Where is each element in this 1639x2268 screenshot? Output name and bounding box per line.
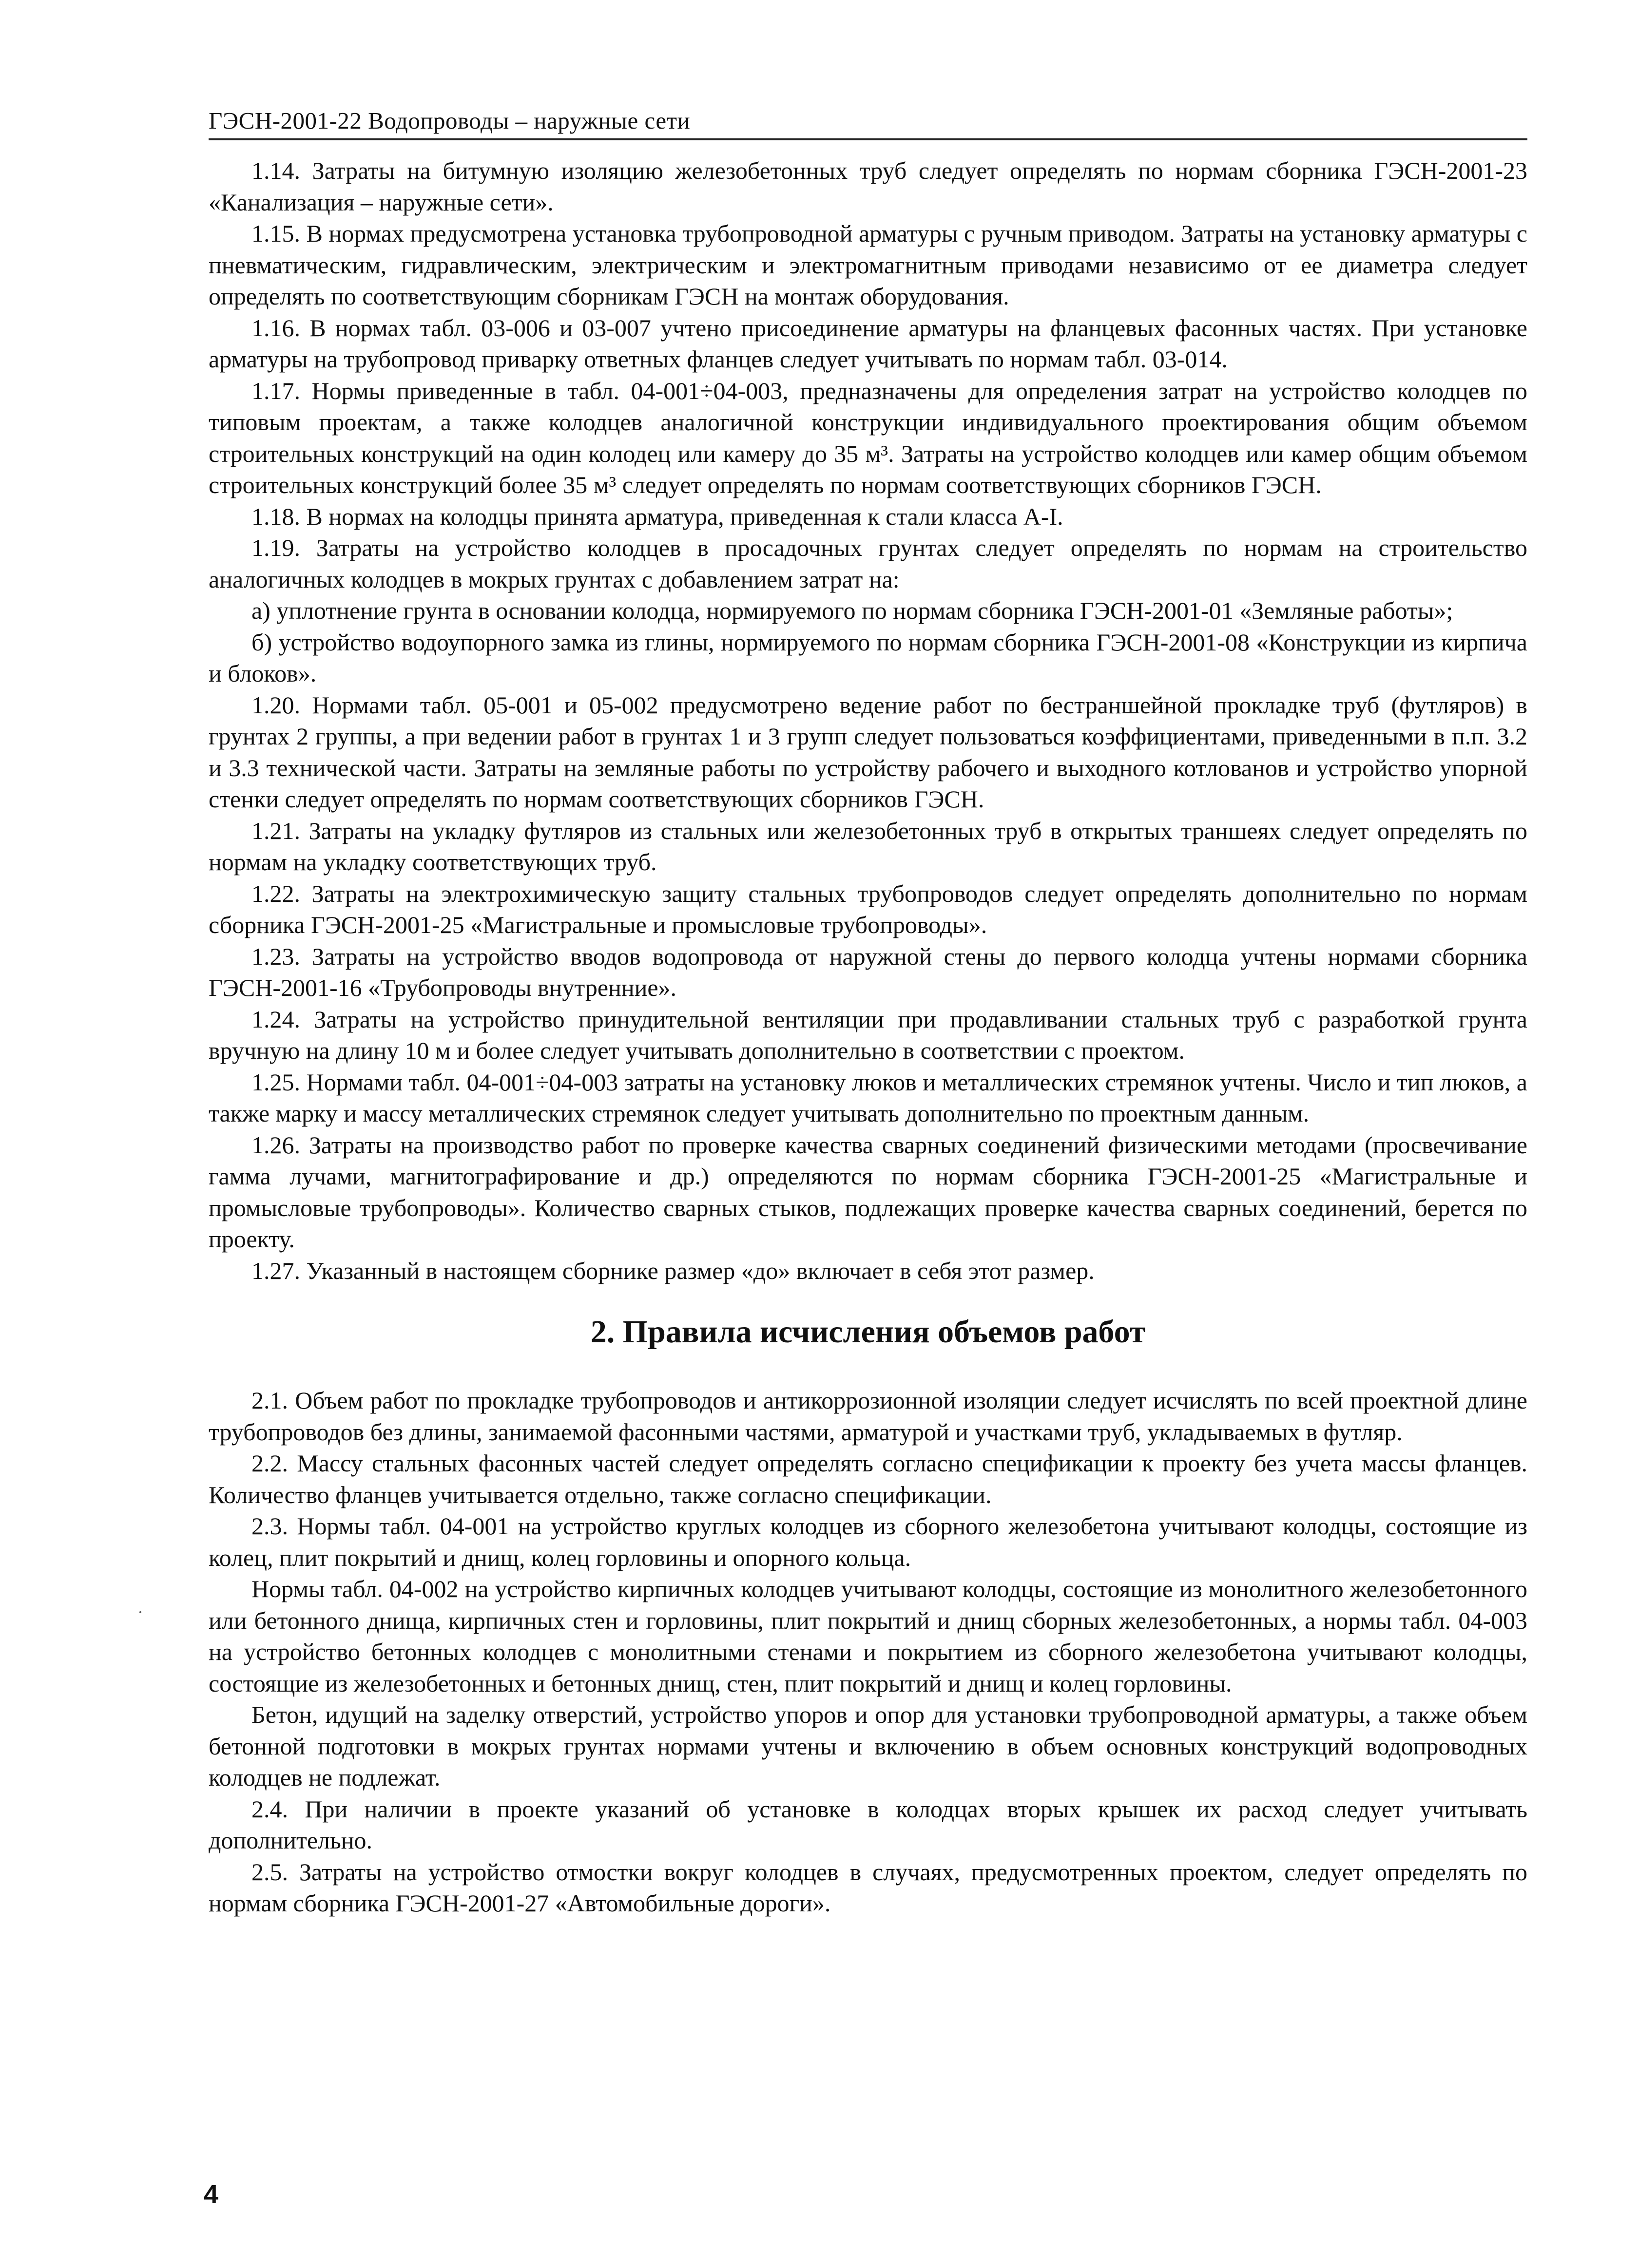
paragraph-1-20: 1.20. Нормами табл. 05-001 и 05-002 предусмотрено ведение работ по бестраншейной прокладке труб (футляров) в грунтах 2 группы, а при ведении работ в грунтах 1 и 3 групп следует пользоваться коэффициентами, приведенными в п.п. 3.2 и 3.3 технической части. Затраты на земляные работы по устройству рабочего и выходного котлованов и устройство упорной стенки следует определять по нормам соответствующих сборников ГЭСН. [209,691,1527,813]
scan-speck [139,1611,141,1613]
paragraph-1-19: 1.19. Затраты на устройство колодцев в просадочных грунтах следует определять по нормам на строительство аналогичных колодцев в мокрых грунтах с добавлением затрат на: [209,534,1527,593]
paragraph-1-14: 1.14. Затраты на битумную изоляцию железобетонных труб следует определять по нормам сборника ГЭСН-2001-23 «Канализация – наружные сети». [209,157,1527,216]
paragraph-1-15: 1.15. В нормах предусмотрена установка трубопроводной арматуры с ручным приводом. Затраты на установку арматуры с пневматическим, гидравлическим, электрическим и электромагнитным приводами независимо от ее диаметра следует определять по соответствующим сборникам ГЭСН на монтаж оборудования. [209,220,1527,310]
paragraph-2-5: 2.5. Затраты на устройство отмостки вокруг колодцев в случаях, предусмотренных проектом, следует определять по нормам сборника ГЭСН-2001-27 «Автомобильные дороги». [209,1858,1527,1917]
paragraph-1-21: 1.21. Затраты на укладку футляров из стальных или железобетонных труб в открытых траншеях следует определять по нормам на укладку соответствующих труб. [209,817,1527,876]
paragraph-2-4: 2.4. При наличии в проекте указаний об установке в колодцах вторых крышек их расход следует учитывать дополнительно. [209,1795,1527,1854]
paragraph-2-2: 2.2. Массу стальных фасонных частей следует определять согласно спецификации к проекту без учета массы фланцев. Количество фланцев учитывается отдельно, также согласно спецификации. [209,1449,1527,1508]
paragraph-1-25: 1.25. Нормами табл. 04-001÷04-003 затраты на установку люков и металлических стремянок учтены. Число и тип люков, а также марку и массу металлических стремянок следует учитывать дополнительно по проектным данным. [209,1068,1527,1127]
paragraph-1-23: 1.23. Затраты на устройство вводов водопровода от наружной стены до первого колодца учтены нормами сборника ГЭСН-2001-16 «Трубопроводы внутренние». [209,942,1527,1001]
paragraph-1-27: 1.27. Указанный в настоящем сборнике размер «до» включает в себя этот размер. [251,1257,1095,1284]
paragraph-2-3-cont-2: Бетон, идущий на заделку отверстий, устройство упоров и опор для установки трубопроводной арматуры, а также объем бетонной подготовки в мокрых грунтах нормами учтены и включению в объем основных конструкций водопроводных колодцев не подлежат. [209,1701,1527,1791]
paragraph-1-17: 1.17. Нормы приведенные в табл. 04-001÷04-003, предназначены для определения затрат на устройство колодцев по типовым проектам, а также колодцев аналогичной конструкции индивидуального проектирования общим объемом строительных конструкций на один колодец или камеру до 35 м³. Затраты на устройство колодцев или камер общим объемом строительных конструкций более 35 м³ следует определять по нормам соответствующих сборников ГЭСН. [209,377,1527,498]
paragraph-1-16: 1.16. В нормах табл. 03-006 и 03-007 учтено присоединение арматуры на фланцевых фасонных частях. При установке арматуры на трубопровод приварку ответных фланцев следует учитывать по нормам табл. 03-014. [209,314,1527,373]
paragraph-2-3-cont-1: Нормы табл. 04-002 на устройство кирпичных колодцев учитывают колодцы, состоящие из монолитного железобетонного или бетонного днища, кирпичных стен и горловины, плит покрытий и днищ сборных железобетонных, а нормы табл. 04-003 на устройство бетонных колодцев с монолитными стенами и покрытием из сборного железобетона учитывают колодцы, состоящие из железобетонных и бетонных днищ, стен, плит покрытий и днищ и колец горловины. [209,1575,1527,1697]
section-2-heading: 2. Правила исчисления объемов работ [590,1314,1146,1350]
body-text [209,155,1527,1919]
paragraph-1-22: 1.22. Затраты на электрохимическую защиту стальных трубопроводов следует определять дополнительно по нормам сборника ГЭСН-2001-25 «Магистральные и промысловые трубопроводы». [209,879,1527,938]
header-rule [209,138,1527,140]
paragraph-2-1: 2.1. Объем работ по прокладке трубопроводов и антикоррозионной изоляции следует исчислять по всей проектной длине трубопроводов без длины, занимаемой фасонными частями, арматурой и участками труб, укладываемых в футляр. [209,1387,1527,1446]
page-number: 4 [204,2180,219,2209]
running-header: ГЭСН-2001-22 Водопроводы – наружные сети [209,107,691,134]
paragraph-2-3: 2.3. Нормы табл. 04-001 на устройство круглых колодцев из сборного железобетона учитывают колодцы, состоящие из колец, плит покрытий и днищ, колец горловины и опорного кольца. [209,1512,1527,1571]
paragraph-1-19-b: б) устройство водоупорного замка из глины, нормируемого по нормам сборника ГЭСН-2001-08 «Конструкции из кирпича и блоков». [209,628,1527,687]
paragraph-1-24: 1.24. Затраты на устройство принудительной вентиляции при продавливании стальных труб с разработкой грунта вручную на длину 10 м и более следует учитывать дополнительно в соответствии с проектом. [209,1005,1527,1064]
paragraph-1-19-a: а) уплотнение грунта в основании колодца, нормируемого по нормам сборника ГЭСН-2001-01 «Земляные работы»; [251,597,1453,624]
paragraph-1-18: 1.18. В нормах на колодцы принята арматура, приведенная к стали класса А-I. [251,502,1063,530]
paragraph-1-26: 1.26. Затраты на производство работ по проверке качества сварных соединений физическими методами (просвечивание гамма лучами, магнитографирование и др.) определяются по нормам сборника ГЭСН-2001-25 «Магистральные и промысловые трубопроводы». Количество сварных стыков, подлежащих проверке качества сварных соединений, берется по проекту. [209,1131,1527,1253]
